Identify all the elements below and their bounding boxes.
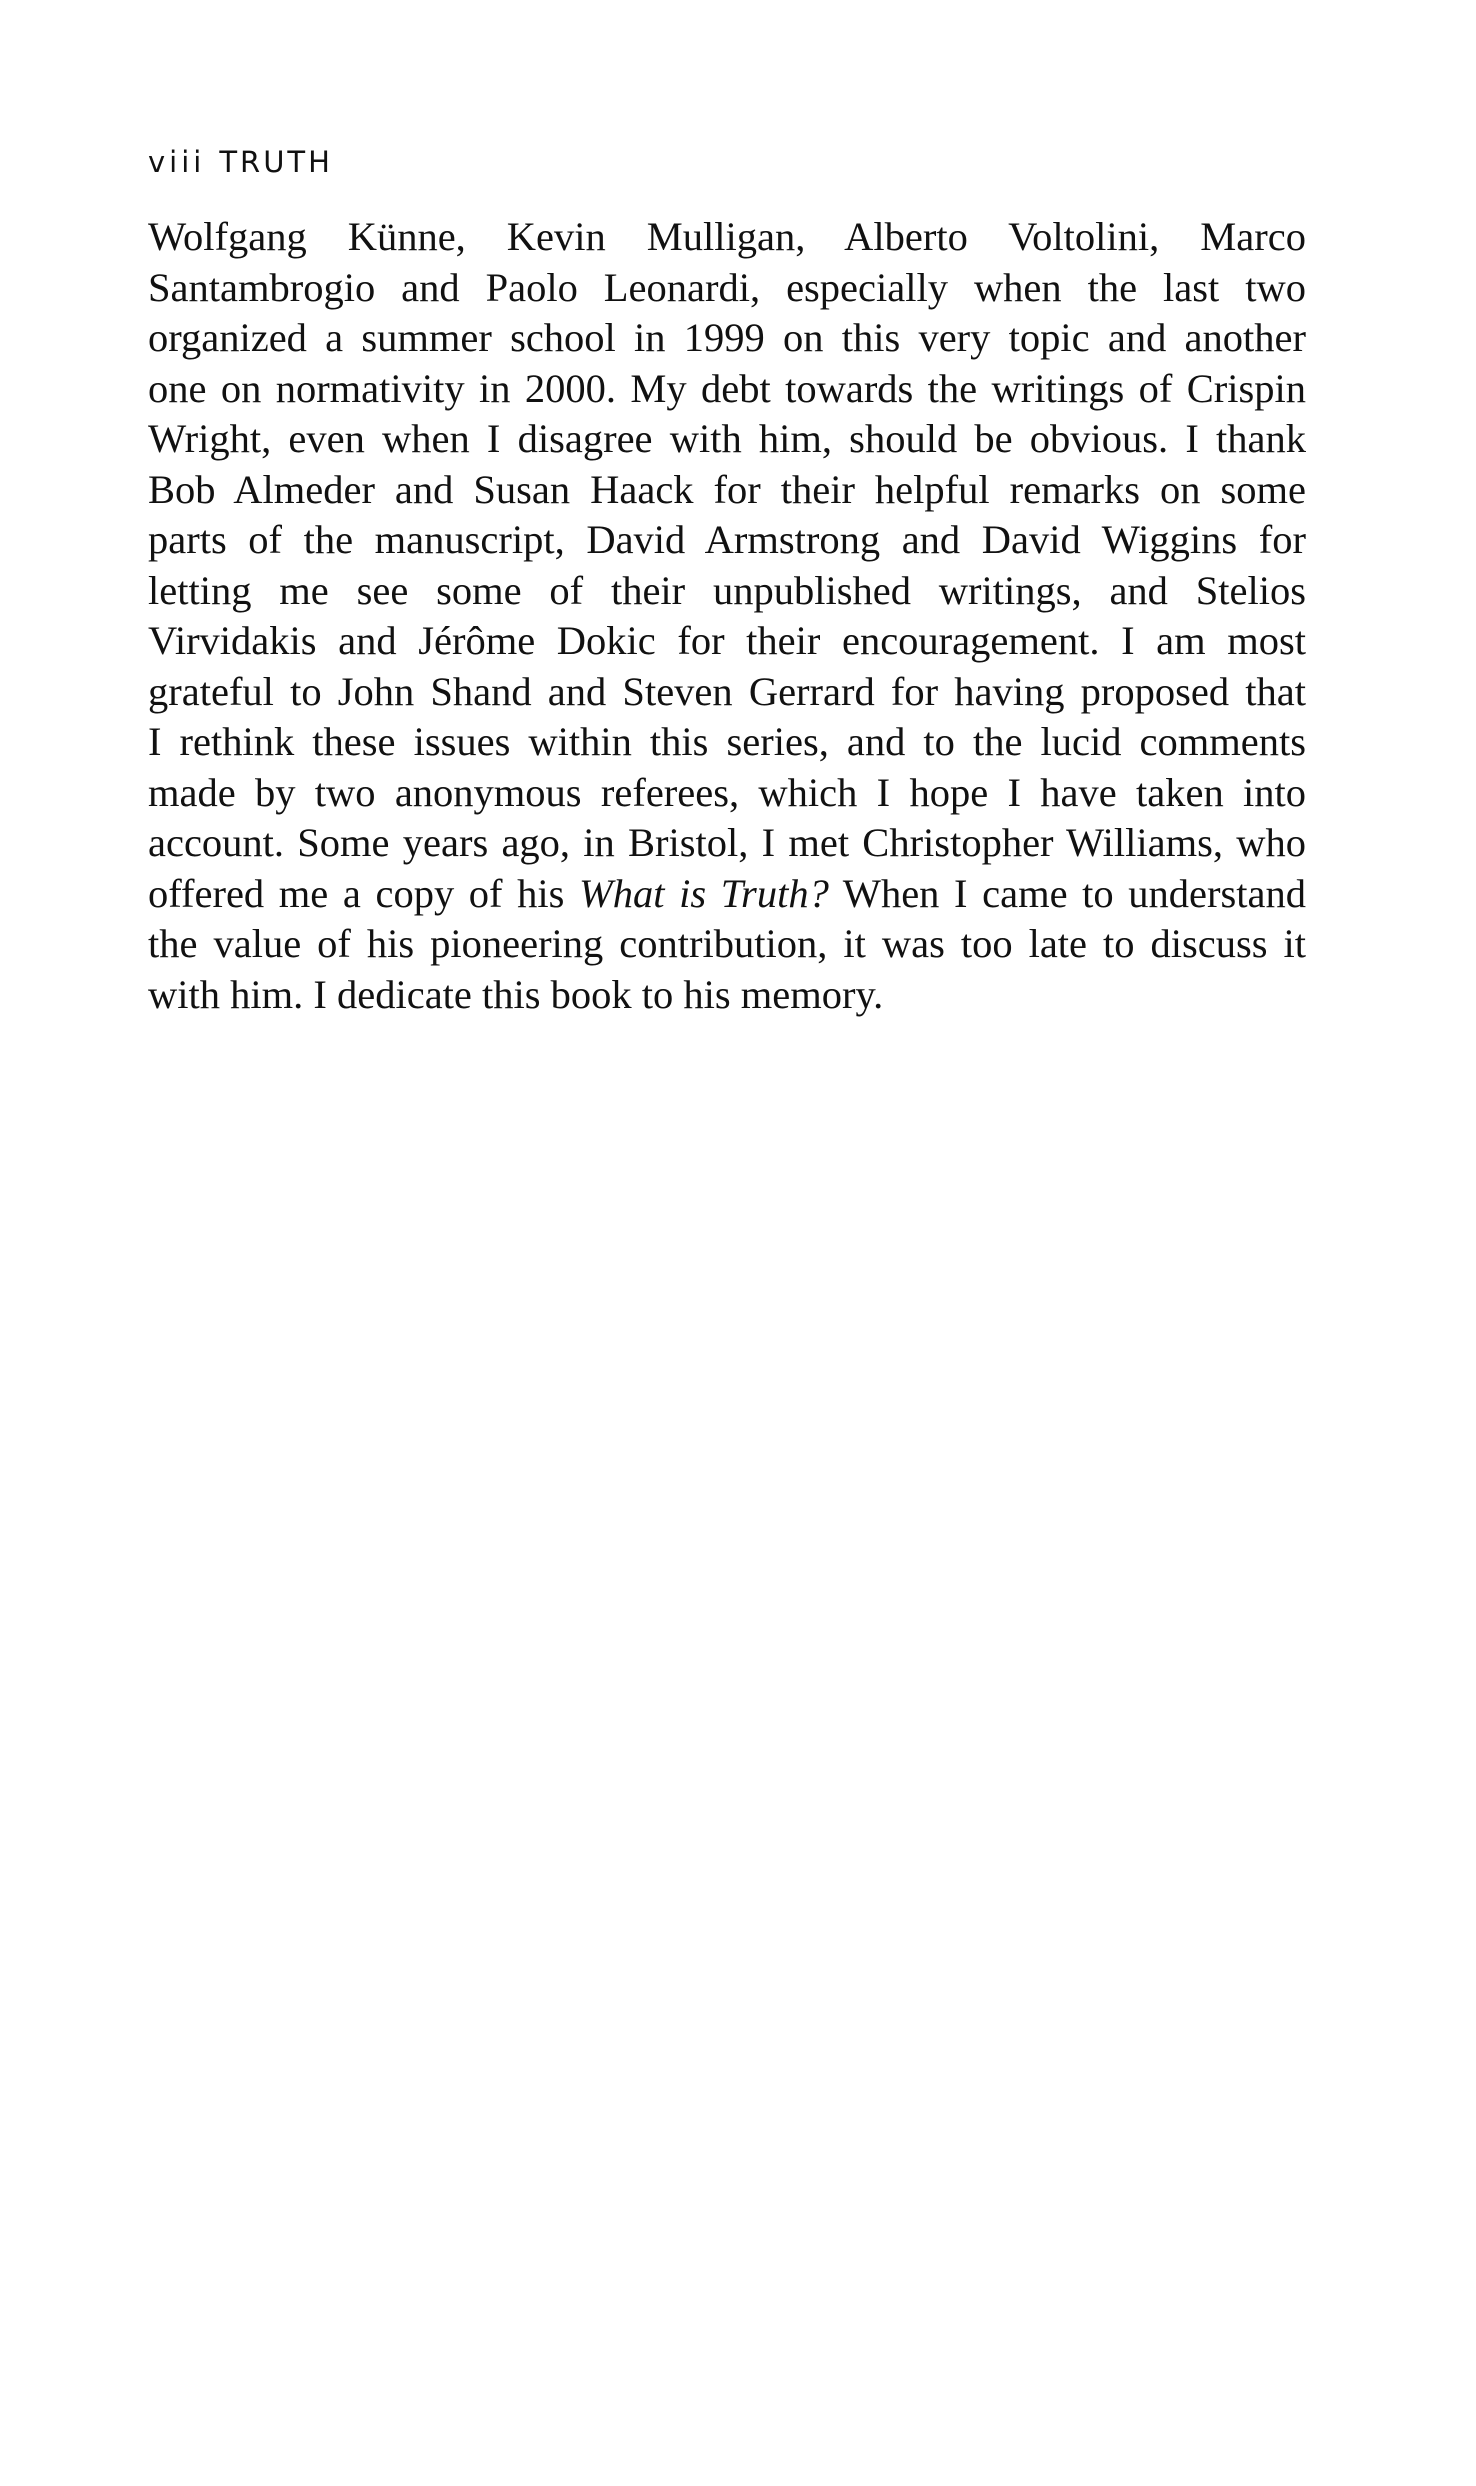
text-line: letting me see some of their unpublished writings, and Stelios xyxy=(148,567,1306,613)
text-line: parts of the manuscript, David Armstrong and David Wiggins for xyxy=(148,517,1306,562)
text-line: one on normativity in 2000. My debt towards the writings of Crispin xyxy=(148,365,1306,411)
text-line-with-title xyxy=(148,869,1306,920)
text-line: Bob Almeder and Susan Haack for their helpful remarks on some xyxy=(148,466,1306,512)
text-line: account. Some years ago, in Bristol, I met Christopher Williams, who xyxy=(148,820,1306,865)
text-line: Santambrogio and Paolo Leonardi, especially when the last two xyxy=(148,264,1306,310)
text-line: the value of his pioneering contribution, it was too late to discuss it xyxy=(148,921,1306,966)
text-line: organized a summer school in 1999 on this very topic and another xyxy=(148,315,1306,360)
book-title: What is Truth? xyxy=(579,870,829,916)
text-line: Wolfgang Künne, Kevin Mulligan, Alberto Voltolini, Marco xyxy=(148,214,1306,259)
running-title: TRUTH xyxy=(219,145,333,179)
text-line: made by two anonymous referees, which I hope I have taken into xyxy=(148,769,1306,815)
text-line: Wright, even when I disagree with him, should be obvious. I thank xyxy=(148,416,1306,461)
text-segment: offered me a copy of his xyxy=(148,870,565,916)
running-head xyxy=(148,142,333,182)
page-number: viii xyxy=(148,145,206,179)
text-line: I rethink these issues within this series, and to the lucid comments xyxy=(148,719,1306,764)
text-segment: When I came to understand xyxy=(842,870,1306,916)
dedication-line: with him. I dedicate this book to his memory. xyxy=(148,971,884,1017)
text-line: Virvidakis and Jérôme Dokic for their encouragement. I am most xyxy=(148,618,1306,663)
text-line: grateful to John Shand and Steven Gerrard for having proposed that xyxy=(148,668,1306,714)
acknowledgements-paragraph xyxy=(148,212,1306,1020)
